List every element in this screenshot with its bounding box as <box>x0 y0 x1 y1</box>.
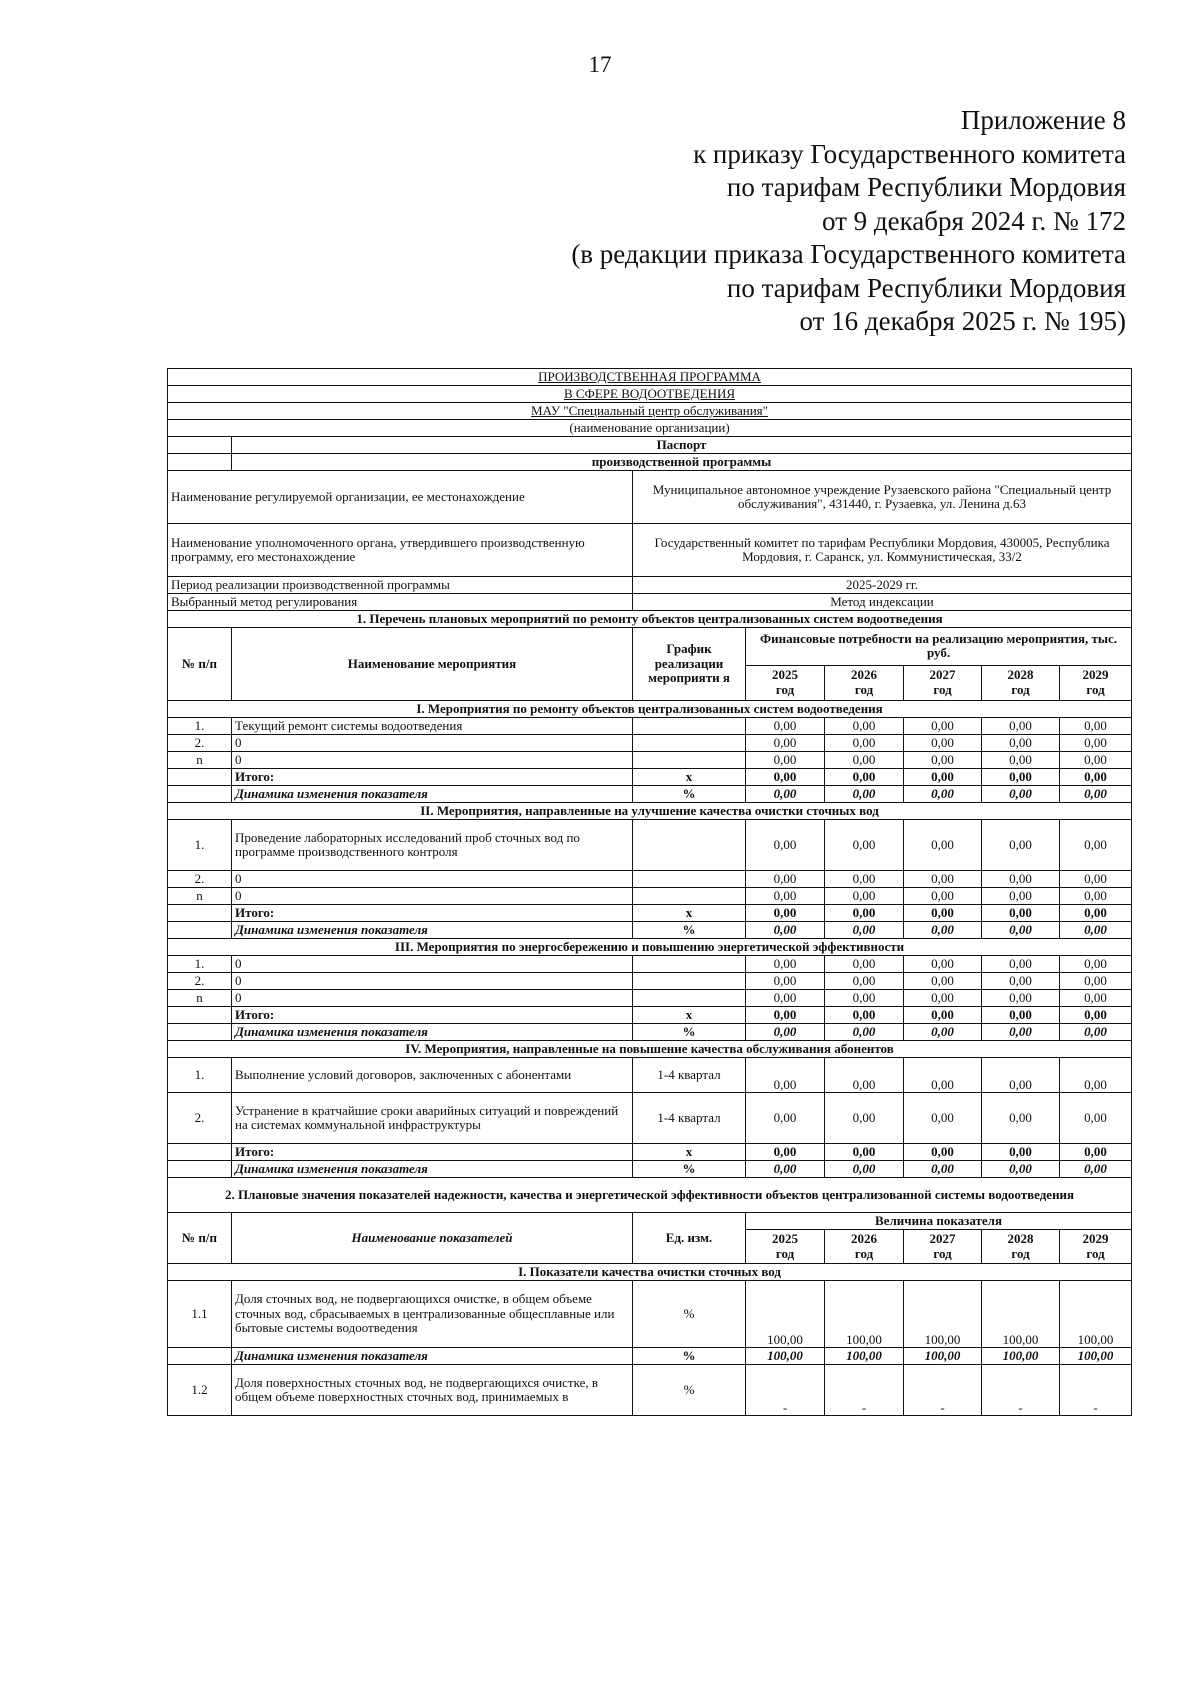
row-number: 1. <box>168 1058 232 1093</box>
year-header: 2028 год <box>982 665 1060 701</box>
value-cell: 100,00 <box>746 1281 825 1348</box>
value-cell: 100,00 <box>1060 1281 1132 1348</box>
dynamics-value: 0,00 <box>904 1024 982 1041</box>
activity-name: 0 <box>232 973 633 990</box>
row-number: 1.1 <box>168 1281 232 1348</box>
passport-label: Наименование регулируемой организации, ее местонахождение <box>168 471 633 524</box>
activity-name: Проведение лабораторных исследований проб сточных вод по программе производственного контроля <box>232 820 633 871</box>
schedule-cell: 1-4 квартал <box>633 1093 746 1144</box>
value-cell: 0,00 <box>825 752 904 769</box>
activity-name: Текущий ремонт системы водоотведения <box>232 718 633 735</box>
value-cell: 0,00 <box>982 1093 1060 1144</box>
group-title-row <box>168 701 1132 718</box>
indicator-row <box>168 1281 1132 1348</box>
dynamics-unit: % <box>633 1348 746 1365</box>
empty-cell <box>168 1024 232 1041</box>
group-title: IV. Мероприятия, направленные на повышение качества обслуживания абонентов <box>168 1041 1132 1058</box>
total-row <box>168 769 1132 786</box>
value-cell: 0,00 <box>825 718 904 735</box>
dynamics-label: Динамика изменения показателя <box>232 1348 633 1365</box>
year-header: 2026 год <box>825 1230 904 1264</box>
passport-label: Выбранный метод регулирования <box>168 594 633 611</box>
schedule-cell <box>633 888 746 905</box>
dynamics-value: 0,00 <box>982 922 1060 939</box>
dynamics-row <box>168 1024 1132 1041</box>
activity-name: 0 <box>232 871 633 888</box>
activity-name: Устранение в кратчайшие сроки аварийных ситуаций и повреждений на системах коммунальной инфраструктуры <box>232 1093 633 1144</box>
total-value: 0,00 <box>1060 769 1132 786</box>
dynamics-value: 0,00 <box>982 1161 1060 1178</box>
dynamics-value: 0,00 <box>1060 1024 1132 1041</box>
header-line: по тарифам Республики Мордовия <box>726 272 1126 303</box>
schedule-cell <box>633 990 746 1007</box>
group-title-row <box>168 1041 1132 1058</box>
program-subtitle: В СФЕРЕ ВОДООТВЕДЕНИЯ <box>168 386 1132 403</box>
row-number: 1. <box>168 956 232 973</box>
schedule-cell <box>633 820 746 871</box>
value-cell: 0,00 <box>825 1058 904 1093</box>
dynamics-unit: % <box>633 922 746 939</box>
value-cell: - <box>746 1365 825 1416</box>
total-label: Итого: <box>232 769 633 786</box>
activity-name: 0 <box>232 735 633 752</box>
indicator-name: Доля сточных вод, не подвергающихся очистке, в общем объеме сточных вод, сбрасываемых в централизованные общесплавные или бытовые системы водоотведения <box>232 1281 633 1348</box>
dynamics-value: 100,00 <box>1060 1348 1132 1365</box>
row-number: 1. <box>168 718 232 735</box>
group-title: II. Мероприятия, направленные на улучшение качества очистки сточных вод <box>168 803 1132 820</box>
dynamics-label: Динамика изменения показателя <box>232 922 633 939</box>
value-cell: - <box>1060 1365 1132 1416</box>
dynamics-value: 100,00 <box>746 1348 825 1365</box>
value-cell: 0,00 <box>746 718 825 735</box>
year-header: 2028 год <box>982 1230 1060 1264</box>
page-number: 17 <box>588 52 612 77</box>
year-header: 2029 год <box>1060 665 1132 701</box>
schedule-cell <box>633 871 746 888</box>
col-header-schedule: График реализации мероприяти я <box>633 628 746 701</box>
dynamics-label: Динамика изменения показателя <box>232 786 633 803</box>
activity-row <box>168 718 1132 735</box>
total-label: Итого: <box>232 905 633 922</box>
empty-cell <box>168 769 232 786</box>
value-cell: 0,00 <box>904 973 982 990</box>
value-cell: 0,00 <box>825 820 904 871</box>
empty-cell <box>168 1007 232 1024</box>
value-cell: 0,00 <box>746 752 825 769</box>
value-cell: 0,00 <box>1060 820 1132 871</box>
value-cell: 0,00 <box>904 871 982 888</box>
dynamics-value: 100,00 <box>825 1348 904 1365</box>
total-value: 0,00 <box>1060 1007 1132 1024</box>
row-number: 2. <box>168 1093 232 1144</box>
value-cell: 0,00 <box>904 1093 982 1144</box>
organization-caption: (наименование организации) <box>168 420 1132 437</box>
dynamics-row <box>168 786 1132 803</box>
year-header: 2026 год <box>825 665 904 701</box>
schedule-cell <box>633 956 746 973</box>
indicator-name: Доля поверхностных сточных вод, не подвергающихся очистке, в общем объеме поверхностных сточных вод, принимаемых в <box>232 1365 633 1416</box>
total-value: 0,00 <box>825 1007 904 1024</box>
passport-value: Муниципальное автономное учреждение Рузаевского района "Специальный центр обслуживания", 431440, г. Рузаевка, ул. Ленина д.63 <box>633 471 1132 524</box>
activity-name: 0 <box>232 956 633 973</box>
total-value: 0,00 <box>746 1007 825 1024</box>
total-row <box>168 1007 1132 1024</box>
value-cell: 0,00 <box>1060 973 1132 990</box>
activity-name: Выполнение условий договоров, заключенных с абонентами <box>232 1058 633 1093</box>
total-value: 0,00 <box>746 769 825 786</box>
total-marker: х <box>633 1007 746 1024</box>
dynamics-value: 0,00 <box>746 1161 825 1178</box>
indicator-row <box>168 1365 1132 1416</box>
year-header: 2025 год <box>746 665 825 701</box>
activity-row <box>168 735 1132 752</box>
row-number: 2. <box>168 973 232 990</box>
value-cell: 0,00 <box>982 888 1060 905</box>
dynamics-value: 0,00 <box>746 1024 825 1041</box>
value-cell: 0,00 <box>982 820 1060 871</box>
value-cell: 0,00 <box>1060 1093 1132 1144</box>
total-marker: х <box>633 905 746 922</box>
total-value: 0,00 <box>904 769 982 786</box>
passport-value: Государственный комитет по тарифам Республики Мордовия, 430005, Республика Мордовия, г. Саранск, ул. Коммунистическая, 33/2 <box>633 524 1132 577</box>
row-number: 2. <box>168 871 232 888</box>
section-title-row <box>168 1178 1132 1213</box>
col-header-number: № п/п <box>168 628 232 701</box>
schedule-cell <box>633 752 746 769</box>
empty-cell <box>168 1144 232 1161</box>
value-cell: 0,00 <box>982 990 1060 1007</box>
group-title: I. Мероприятия по ремонту объектов централизованных систем водоотведения <box>168 701 1132 718</box>
dynamics-value: 0,00 <box>825 922 904 939</box>
value-cell: 0,00 <box>982 871 1060 888</box>
value-cell: 0,00 <box>825 956 904 973</box>
total-value: 0,00 <box>982 769 1060 786</box>
value-cell: 0,00 <box>1060 871 1132 888</box>
col-header-financing: Финансовые потребности на реализацию мероприятия, тыс. руб. <box>746 628 1132 666</box>
value-cell: 0,00 <box>825 735 904 752</box>
total-marker: х <box>633 769 746 786</box>
value-cell: 0,00 <box>746 871 825 888</box>
value-cell: 0,00 <box>746 735 825 752</box>
header-line: от 9 декабря 2024 г. № 172 <box>821 205 1126 236</box>
dynamics-value: 0,00 <box>904 922 982 939</box>
value-cell: 0,00 <box>1060 990 1132 1007</box>
production-program-table <box>167 368 1132 1416</box>
organization-name: МАУ "Специальный центр обслуживания" <box>168 403 1132 420</box>
group-title-row <box>168 939 1132 956</box>
value-cell: 0,00 <box>746 973 825 990</box>
total-label: Итого: <box>232 1144 633 1161</box>
total-value: 0,00 <box>904 1144 982 1161</box>
value-cell: 0,00 <box>1060 956 1132 973</box>
row-number: 1.2 <box>168 1365 232 1416</box>
value-cell: 0,00 <box>904 1058 982 1093</box>
value-cell: 0,00 <box>982 752 1060 769</box>
group-title: III. Мероприятия по энергосбережению и повышению энергетической эффективности <box>168 939 1132 956</box>
total-value: 0,00 <box>825 769 904 786</box>
appendix-header <box>571 104 1126 339</box>
row-number: n <box>168 752 232 769</box>
passport-value: Метод индексации <box>633 594 1132 611</box>
value-cell: 0,00 <box>825 990 904 1007</box>
empty-cell <box>168 1348 232 1365</box>
col-header-unit: Ед. изм. <box>633 1213 746 1264</box>
schedule-cell <box>633 718 746 735</box>
dynamics-value: 0,00 <box>825 786 904 803</box>
empty-cell <box>168 786 232 803</box>
activity-row <box>168 871 1132 888</box>
dynamics-value: 0,00 <box>904 786 982 803</box>
header-line: Приложение 8 <box>960 105 1126 135</box>
activity-name: 0 <box>232 888 633 905</box>
total-value: 0,00 <box>746 905 825 922</box>
dynamics-value: 100,00 <box>904 1348 982 1365</box>
col-header-indicator: Наименование показателей <box>232 1213 633 1264</box>
value-cell: 0,00 <box>904 888 982 905</box>
group-title-row <box>168 1264 1132 1281</box>
dynamics-value: 0,00 <box>1060 1161 1132 1178</box>
row-number: n <box>168 888 232 905</box>
value-cell: 0,00 <box>746 1093 825 1144</box>
value-cell: - <box>825 1365 904 1416</box>
empty-cell <box>168 905 232 922</box>
passport-title: Паспорт <box>232 437 1132 454</box>
value-cell: 0,00 <box>904 956 982 973</box>
activity-row <box>168 820 1132 871</box>
dynamics-value: 0,00 <box>982 786 1060 803</box>
dynamics-unit: % <box>633 786 746 803</box>
col-header-value: Величина показателя <box>746 1213 1132 1230</box>
value-cell: 100,00 <box>904 1281 982 1348</box>
value-cell: 0,00 <box>1060 1058 1132 1093</box>
total-value: 0,00 <box>1060 1144 1132 1161</box>
total-value: 0,00 <box>982 1144 1060 1161</box>
value-cell: 0,00 <box>825 888 904 905</box>
section2-title: 2. Плановые значения показателей надежности, качества и энергетической эффективности объектов централизованной системы водоотведения <box>168 1178 1132 1213</box>
dynamics-row <box>168 922 1132 939</box>
value-cell: 0,00 <box>746 888 825 905</box>
value-cell: 0,00 <box>904 718 982 735</box>
value-cell: - <box>904 1365 982 1416</box>
dynamics-value: 0,00 <box>746 922 825 939</box>
total-row <box>168 905 1132 922</box>
dynamics-unit: % <box>633 1161 746 1178</box>
value-cell: 0,00 <box>746 1058 825 1093</box>
value-cell: 0,00 <box>1060 735 1132 752</box>
section2-header-row <box>168 1213 1132 1230</box>
total-label: Итого: <box>232 1007 633 1024</box>
value-cell: 0,00 <box>1060 718 1132 735</box>
unit-cell: % <box>633 1281 746 1348</box>
dynamics-value: 100,00 <box>982 1348 1060 1365</box>
value-cell: 0,00 <box>982 718 1060 735</box>
value-cell: 0,00 <box>904 820 982 871</box>
dynamics-value: 0,00 <box>982 1024 1060 1041</box>
col-header-number: № п/п <box>168 1213 232 1264</box>
value-cell: 0,00 <box>904 752 982 769</box>
total-value: 0,00 <box>1060 905 1132 922</box>
dynamics-row <box>168 1348 1132 1365</box>
activity-row <box>168 752 1132 769</box>
value-cell: 0,00 <box>904 735 982 752</box>
value-cell: 0,00 <box>904 990 982 1007</box>
activity-row <box>168 1093 1132 1144</box>
header-line: по тарифам Республики Мордовия <box>726 172 1126 202</box>
passport-label: Период реализации производственной программы <box>168 577 633 594</box>
dynamics-unit: % <box>633 1024 746 1041</box>
unit-cell: % <box>633 1365 746 1416</box>
dynamics-value: 0,00 <box>825 1024 904 1041</box>
schedule-cell <box>633 973 746 990</box>
value-cell: 0,00 <box>746 956 825 973</box>
total-marker: х <box>633 1144 746 1161</box>
activity-row <box>168 973 1132 990</box>
activity-row <box>168 1058 1132 1093</box>
value-cell: 100,00 <box>982 1281 1060 1348</box>
value-cell: 0,00 <box>982 973 1060 990</box>
value-cell: 0,00 <box>982 1058 1060 1093</box>
header-line: к приказу Государственного комитета <box>693 138 1126 169</box>
section1-title: 1. Перечень плановых мероприятий по ремонту объектов централизованных систем водоотведения <box>168 611 1132 628</box>
dynamics-value: 0,00 <box>746 786 825 803</box>
header-line: от 16 декабря 2025 г. № 195) <box>799 306 1126 336</box>
passport-value: 2025-2029 гг. <box>633 577 1132 594</box>
total-value: 0,00 <box>825 1144 904 1161</box>
program-title: ПРОИЗВОДСТВЕННАЯ ПРОГРАММА <box>168 369 1132 386</box>
value-cell: 0,00 <box>746 820 825 871</box>
activity-row <box>168 956 1132 973</box>
total-value: 0,00 <box>825 905 904 922</box>
value-cell: 0,00 <box>825 1093 904 1144</box>
total-value: 0,00 <box>904 905 982 922</box>
total-value: 0,00 <box>904 1007 982 1024</box>
group-title: I. Показатели качества очистки сточных вод <box>168 1264 1132 1281</box>
row-number: n <box>168 990 232 1007</box>
schedule-cell <box>633 735 746 752</box>
value-cell: 0,00 <box>746 990 825 1007</box>
year-header: 2029 год <box>1060 1230 1132 1264</box>
header-line: (в редакции приказа Государственного комитета <box>571 239 1126 269</box>
value-cell: - <box>982 1365 1060 1416</box>
empty-cell <box>168 922 232 939</box>
activity-row <box>168 990 1132 1007</box>
activity-row <box>168 888 1132 905</box>
value-cell: 0,00 <box>1060 752 1132 769</box>
year-header: 2027 год <box>904 1230 982 1264</box>
value-cell: 0,00 <box>1060 888 1132 905</box>
group-title-row <box>168 803 1132 820</box>
year-header: 2025 год <box>746 1230 825 1264</box>
year-header: 2027 год <box>904 665 982 701</box>
row-number: 2. <box>168 735 232 752</box>
dynamics-label: Динамика изменения показателя <box>232 1024 633 1041</box>
total-row <box>168 1144 1132 1161</box>
value-cell: 0,00 <box>825 871 904 888</box>
dynamics-value: 0,00 <box>825 1161 904 1178</box>
value-cell: 100,00 <box>825 1281 904 1348</box>
dynamics-value: 0,00 <box>1060 786 1132 803</box>
passport-label: Наименование уполномоченного органа, утвердившего производственную программу, его местонахождение <box>168 524 633 577</box>
dynamics-label: Динамика изменения показателя <box>232 1161 633 1178</box>
dynamics-value: 0,00 <box>1060 922 1132 939</box>
value-cell: 0,00 <box>982 735 1060 752</box>
total-value: 0,00 <box>746 1144 825 1161</box>
activity-name: 0 <box>232 990 633 1007</box>
total-value: 0,00 <box>982 1007 1060 1024</box>
empty-cell <box>168 1161 232 1178</box>
row-number: 1. <box>168 820 232 871</box>
value-cell: 0,00 <box>825 973 904 990</box>
passport-subtitle: производственной программы <box>232 454 1132 471</box>
dynamics-row <box>168 1161 1132 1178</box>
total-value: 0,00 <box>982 905 1060 922</box>
schedule-cell: 1-4 квартал <box>633 1058 746 1093</box>
dynamics-value: 0,00 <box>904 1161 982 1178</box>
col-header-name: Наименование мероприятия <box>232 628 633 701</box>
value-cell: 0,00 <box>982 956 1060 973</box>
activity-name: 0 <box>232 752 633 769</box>
